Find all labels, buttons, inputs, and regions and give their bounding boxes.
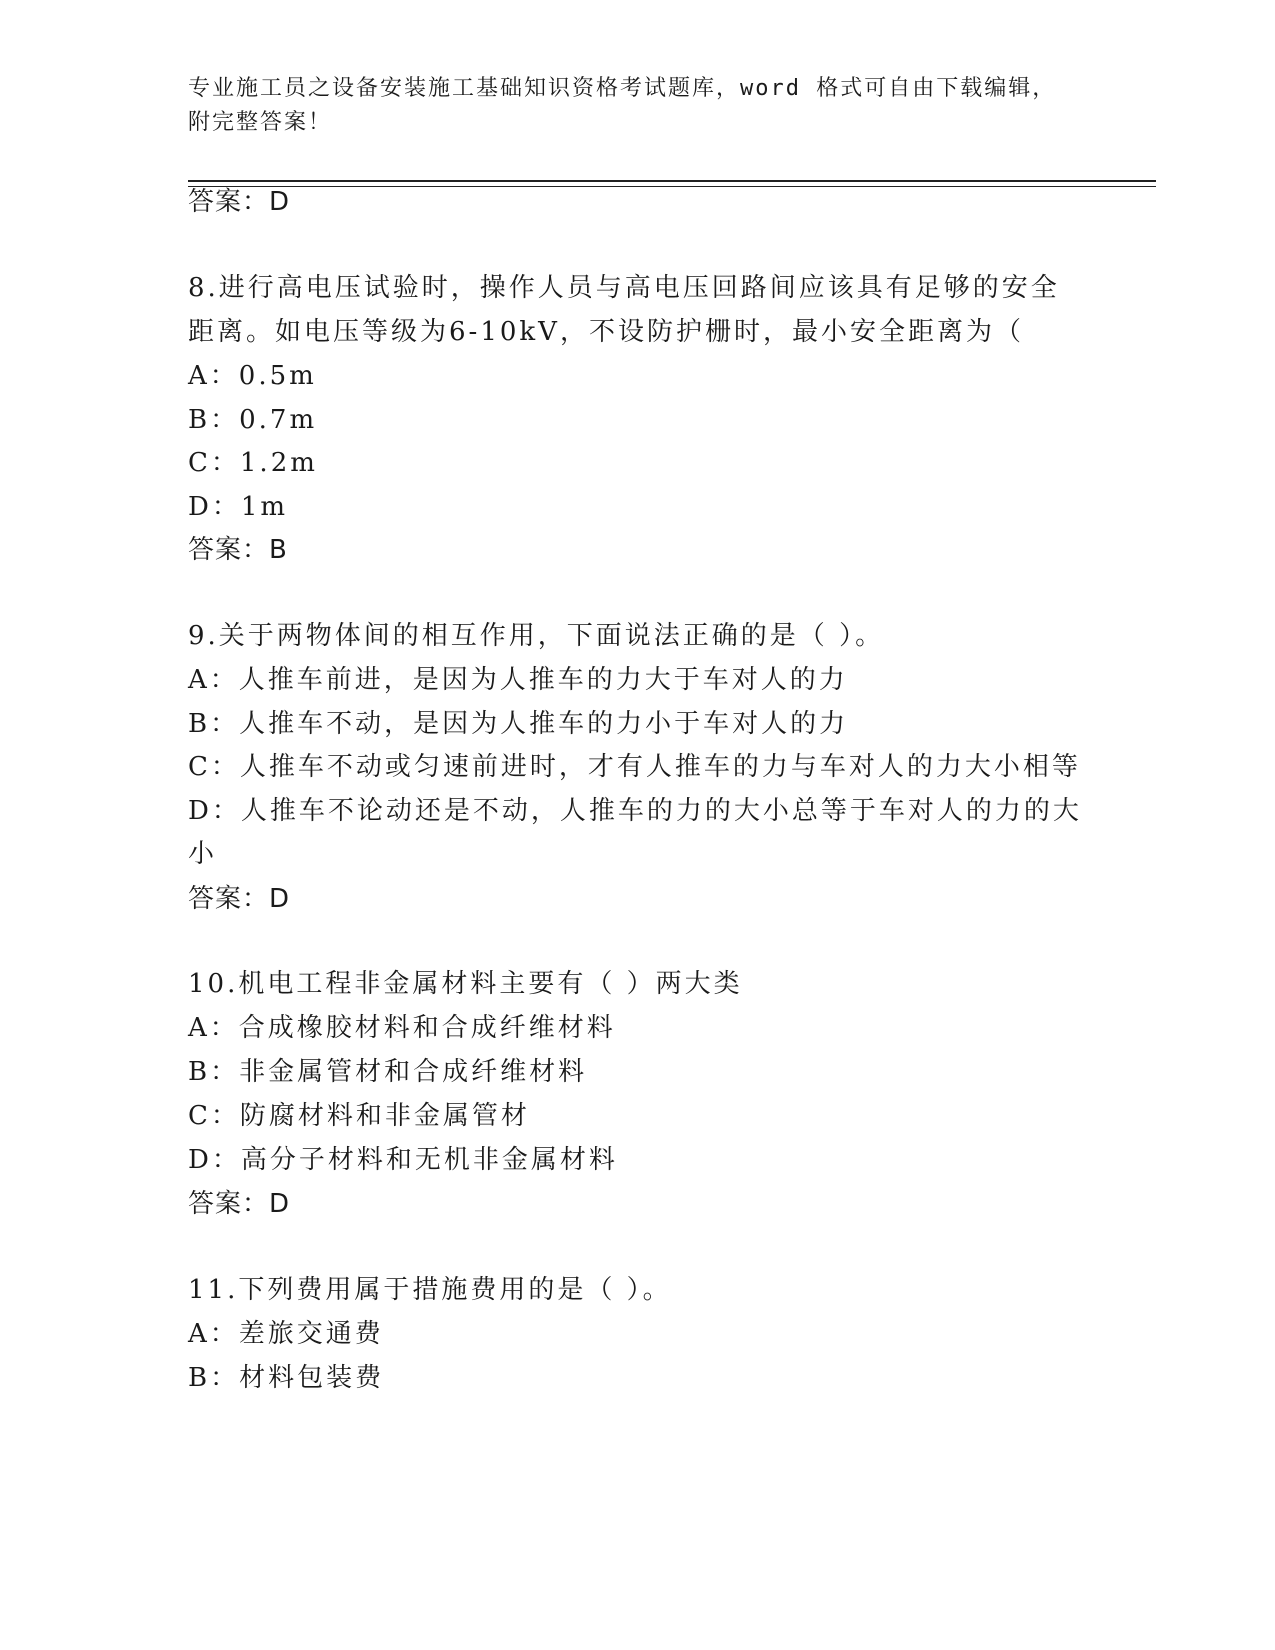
question-8-option-a: A：0.5m — [188, 361, 317, 391]
answer-q10: 答案：D — [188, 1189, 291, 1219]
question-9-option-d-continued: 小 — [188, 839, 218, 869]
question-9-option-b: B：人推车不动，是因为人推车的力小于车对人的力 — [188, 709, 849, 739]
question-11-option-a: A：差旅交通费 — [188, 1319, 384, 1349]
header-rule-thin — [188, 186, 1156, 187]
question-8-option-c: C：1.2m — [188, 448, 318, 478]
question-9-option-a: A：人推车前进，是因为人推车的力大于车对人的力 — [188, 665, 848, 695]
question-8-option-d: D：1m — [188, 492, 289, 522]
header-line-1: 专业施工员之设备安装施工基础知识资格考试题库，word 格式可自由下载编辑， — [188, 76, 1057, 101]
question-8-option-b: B：0.7m — [188, 405, 318, 435]
question-8-line-1: 8.进行高电压试验时，操作人员与高电压回路间应该具有足够的安全 — [188, 273, 1060, 303]
question-11-option-b: B：材料包装费 — [188, 1363, 385, 1393]
answer-q9: 答案：D — [188, 884, 291, 914]
question-9-option-d: D：人推车不论动还是不动，人推车的力的大小总等于车对人的力的大 — [188, 796, 1082, 826]
question-10-option-b: B：非金属管材和合成纤维材料 — [188, 1057, 588, 1087]
question-10-option-c: C：防腐材料和非金属管材 — [188, 1101, 530, 1131]
question-11-line-1: 11.下列费用属于措施费用的是（ ）。 — [188, 1275, 672, 1305]
answer-q8: 答案：B — [188, 535, 288, 565]
header-rule-thick — [188, 180, 1156, 182]
document-header — [188, 72, 1068, 140]
header-line-2: 附完整答案！ — [188, 110, 333, 135]
question-9-line-1: 9.关于两物体间的相互作用，下面说法正确的是（ ）。 — [188, 621, 885, 651]
question-10-line-1: 10.机电工程非金属材料主要有（ ）两大类 — [188, 969, 743, 999]
question-9-option-c: C：人推车不动或匀速前进时，才有人推车的力与车对人的力大小相等 — [188, 752, 1081, 782]
question-10-option-a: A：合成橡胶材料和合成纤维材料 — [188, 1013, 616, 1043]
question-10-option-d: D：高分子材料和无机非金属材料 — [188, 1145, 618, 1175]
question-8-line-2: 距离。如电压等级为6-10kV，不设防护栅时，最小安全距离为（ — [188, 317, 1024, 347]
answer-q7: 答案：D — [188, 187, 291, 217]
